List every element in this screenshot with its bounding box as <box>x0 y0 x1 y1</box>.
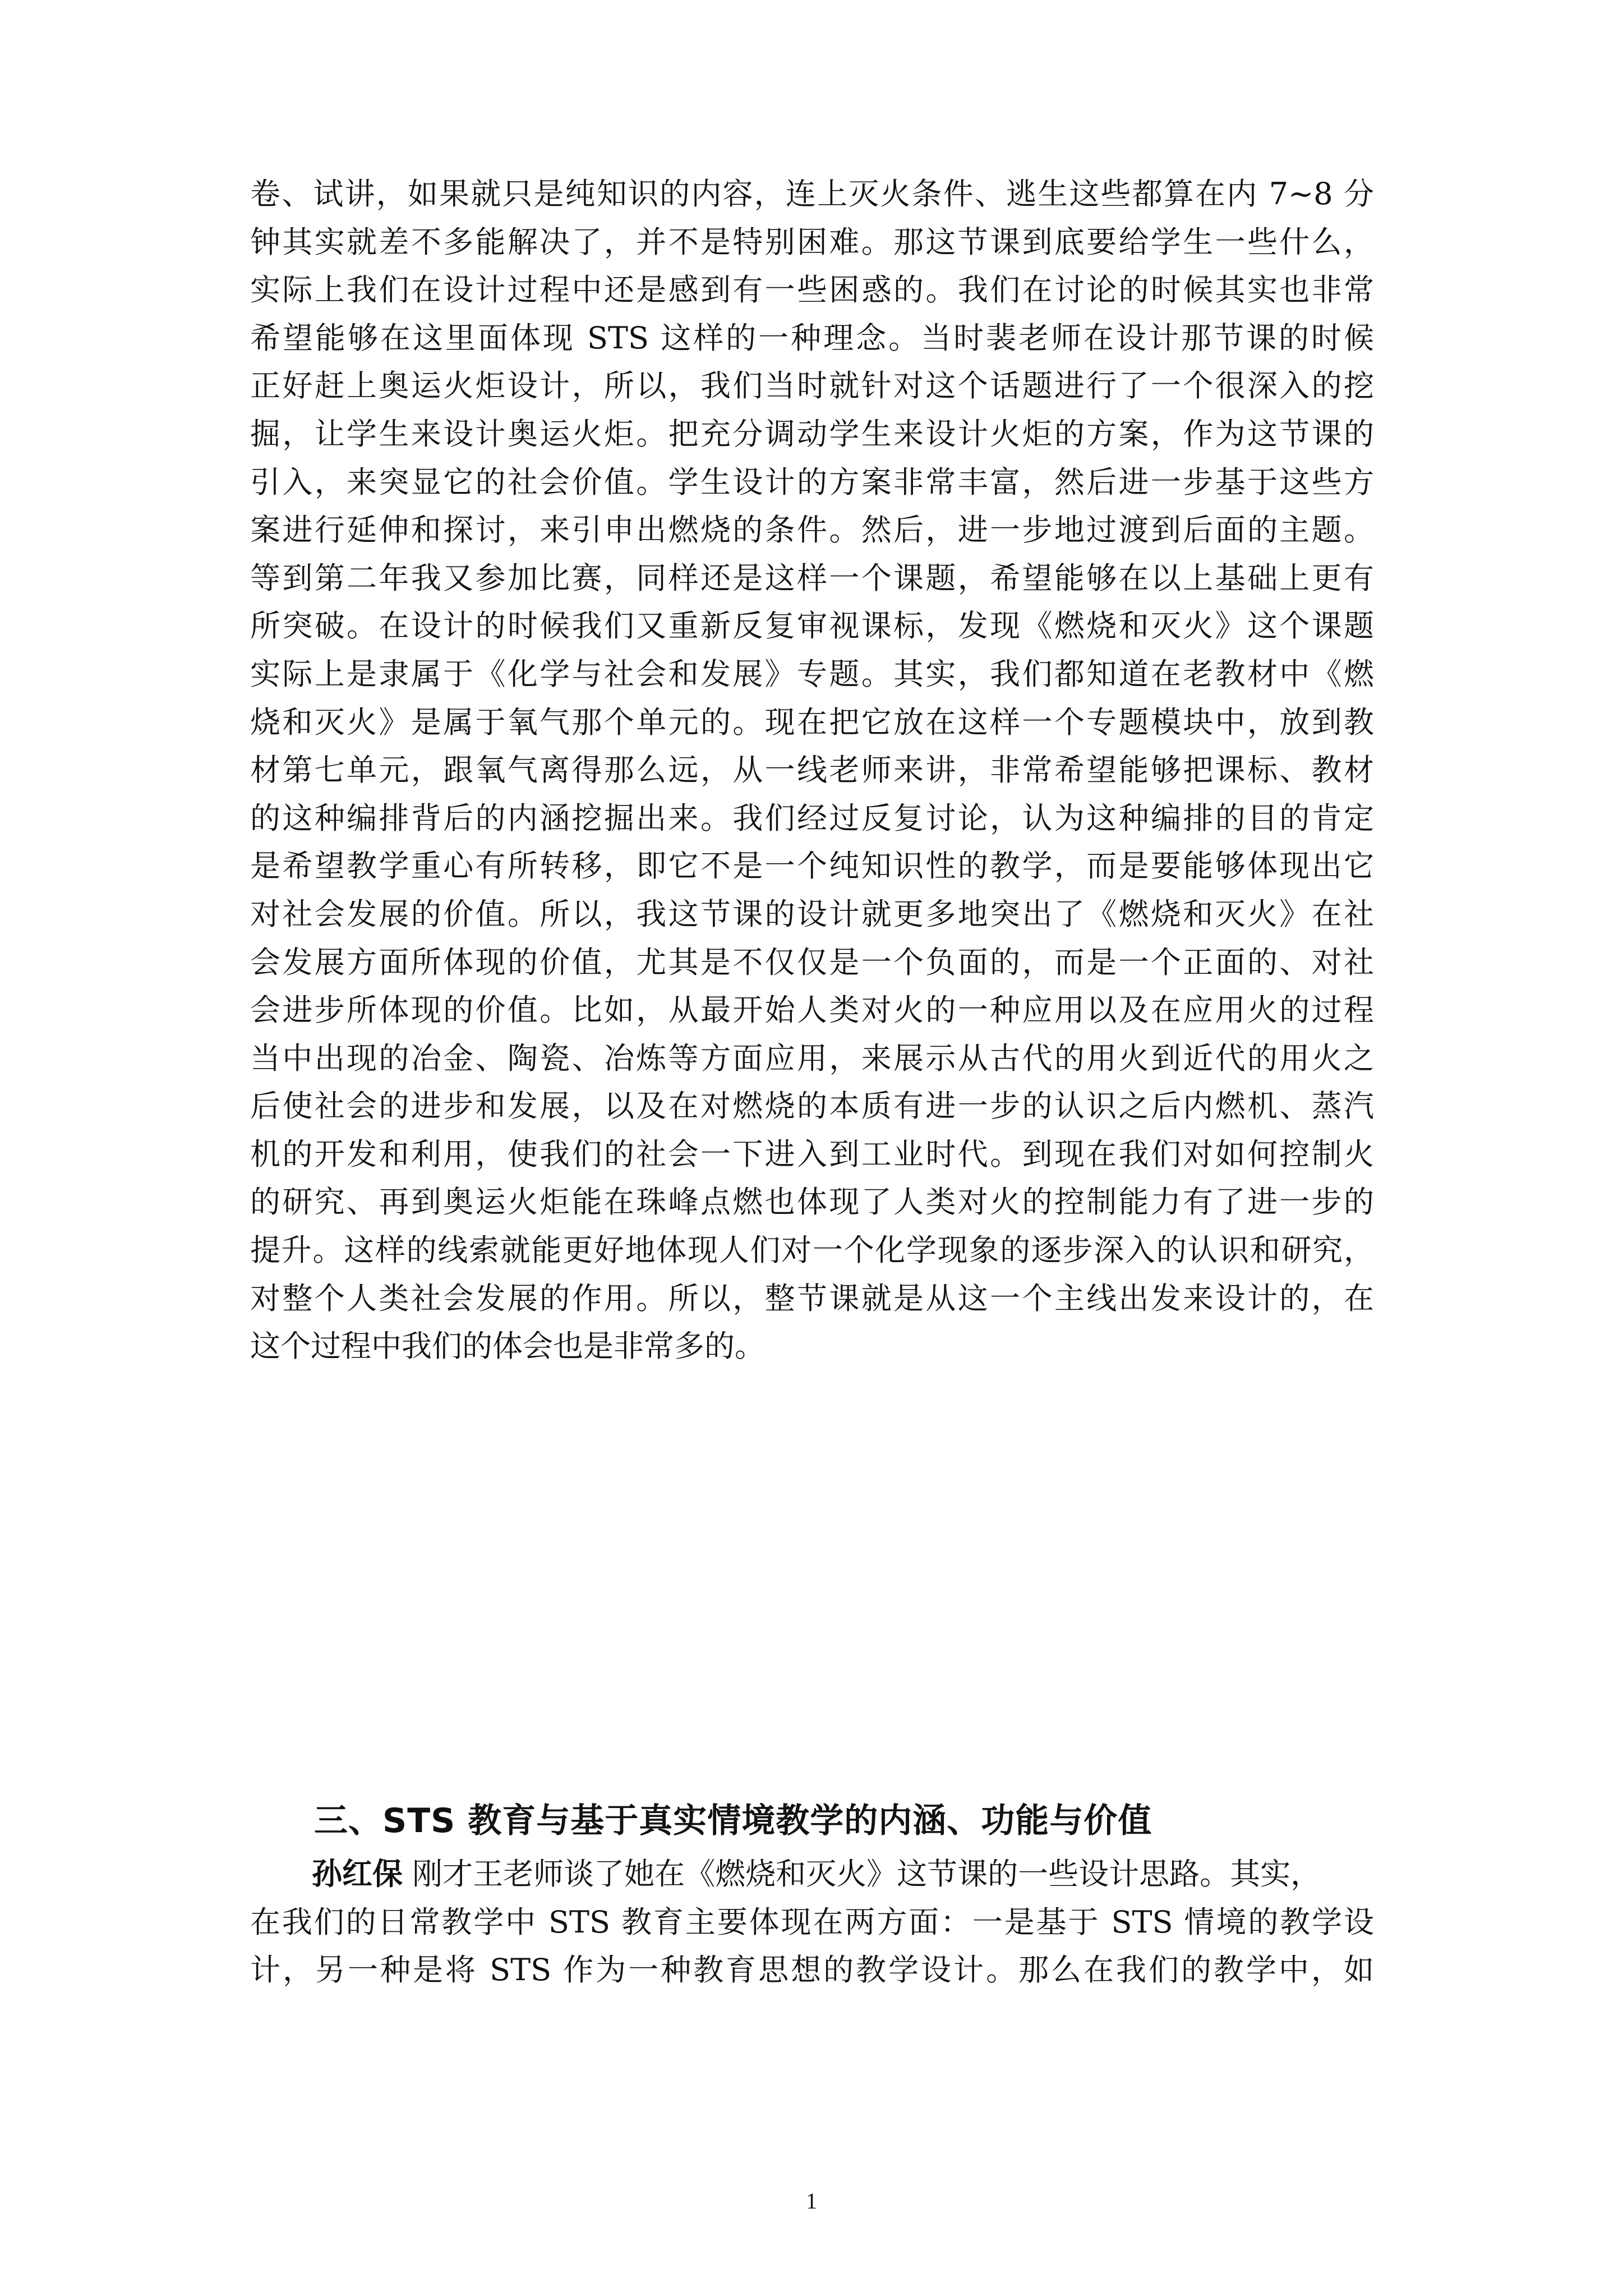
text-line: 当中出现的冶金、陶瓷、冶炼等方面应用，来展示从古代的用火到近代的用火之 <box>250 1040 1374 1076</box>
text-line: 是希望教学重心有所转移，即它不是一个纯知识性的教学，而是要能够体现出它 <box>250 848 1374 884</box>
text-line: 烧和灭火》是属于氧气那个单元的。现在把它放在这样一个专题模块中，放到教 <box>250 704 1374 740</box>
text-line-content: 刚才王老师谈了她在《燃烧和灭火》这节课的一些设计思路。其实， <box>403 1856 1321 1892</box>
text-line: 案进行延伸和探讨，来引申出燃烧的条件。然后，进一步地过渡到后面的主题。 <box>250 512 1374 548</box>
text-line: 后使社会的进步和发展，以及在对燃烧的本质有进一步的认识之后内燃机、蒸汽 <box>250 1088 1374 1124</box>
speaker-name: 孙红保 <box>312 1856 403 1892</box>
body-paragraph <box>250 170 1374 1370</box>
text-line: 等到第二年我又参加比赛，同样还是这样一个课题，希望能够在以上基础上更有 <box>250 560 1374 596</box>
text-line: 材第七单元，跟氧气离得那么远，从一线老师来讲，非常希望能够把课标、教材 <box>250 752 1374 788</box>
text-line: 实际上是隶属于《化学与社会和发展》专题。其实，我们都知道在老教材中《燃 <box>250 656 1374 692</box>
text-line: 会进步所体现的价值。比如，从最开始人类对火的一种应用以及在应用火的过程 <box>250 992 1374 1028</box>
text-line: 计，另一种是将 STS 作为一种教育思想的教学设计。那么在我们的教学中，如 <box>250 1952 1374 1988</box>
text-line: 提升。这样的线索就能更好地体现人们对一个化学现象的逐步深入的认识和研究， <box>250 1232 1374 1268</box>
text-line: 机的开发和利用，使我们的社会一下进入到工业时代。到现在我们对如何控制火 <box>250 1136 1374 1172</box>
text-line: 对社会发展的价值。所以，我这节课的设计就更多地突出了《燃烧和灭火》在社 <box>250 896 1374 932</box>
text-line: 的研究、再到奥运火炬能在珠峰点燃也体现了人类对火的控制能力有了进一步的 <box>250 1184 1374 1220</box>
text-line <box>250 1850 1374 1898</box>
text-line: 在我们的日常教学中 STS 教育主要体现在两方面：一是基于 STS 情境的教学设 <box>250 1904 1374 1940</box>
text-line: 钟其实就差不多能解决了，并不是特别困难。那这节课到底要给学生一些什么， <box>250 224 1374 260</box>
text-line: 对整个人类社会发展的作用。所以，整节课就是从这一个主线出发来设计的，在 <box>250 1280 1374 1316</box>
text-line: 引入，来突显它的社会价值。学生设计的方案非常丰富，然后进一步基于这些方 <box>250 464 1374 500</box>
text-line: 这个过程中我们的体会也是非常多的。 <box>250 1328 765 1364</box>
text-line: 会发展方面所体现的价值，尤其是不仅仅是一个负面的，而是一个正面的、对社 <box>250 944 1374 980</box>
text-line: 的这种编排背后的内涵挖掘出来。我们经过反复讨论，认为这种编排的目的肯定 <box>250 800 1374 836</box>
text-line: 卷、试讲，如果就只是纯知识的内容，连上灭火条件、逃生这些都算在内 7~8 分 <box>250 176 1374 211</box>
text-line: 希望能够在这里面体现 STS 这样的一种理念。当时裴老师在设计那节课的时候 <box>250 320 1374 356</box>
text-line: 实际上我们在设计过程中还是感到有一些困惑的。我们在讨论的时候其实也非常 <box>250 272 1374 308</box>
text-line: 掘，让学生来设计奥运火炬。把充分调动学生来设计火炬的方案，作为这节课的 <box>250 416 1374 452</box>
text-line: 所突破。在设计的时候我们又重新反复审视课标，发现《燃烧和灭火》这个课题 <box>250 608 1374 644</box>
body-paragraph <box>250 1850 1374 1994</box>
page-number: 1 <box>806 2188 817 2214</box>
text-line: 正好赶上奥运火炬设计，所以，我们当时就针对这个话题进行了一个很深入的挖 <box>250 368 1374 404</box>
section-heading: 三、STS 教育与基于真实情境教学的内涵、功能与价值 <box>314 1801 1152 1841</box>
